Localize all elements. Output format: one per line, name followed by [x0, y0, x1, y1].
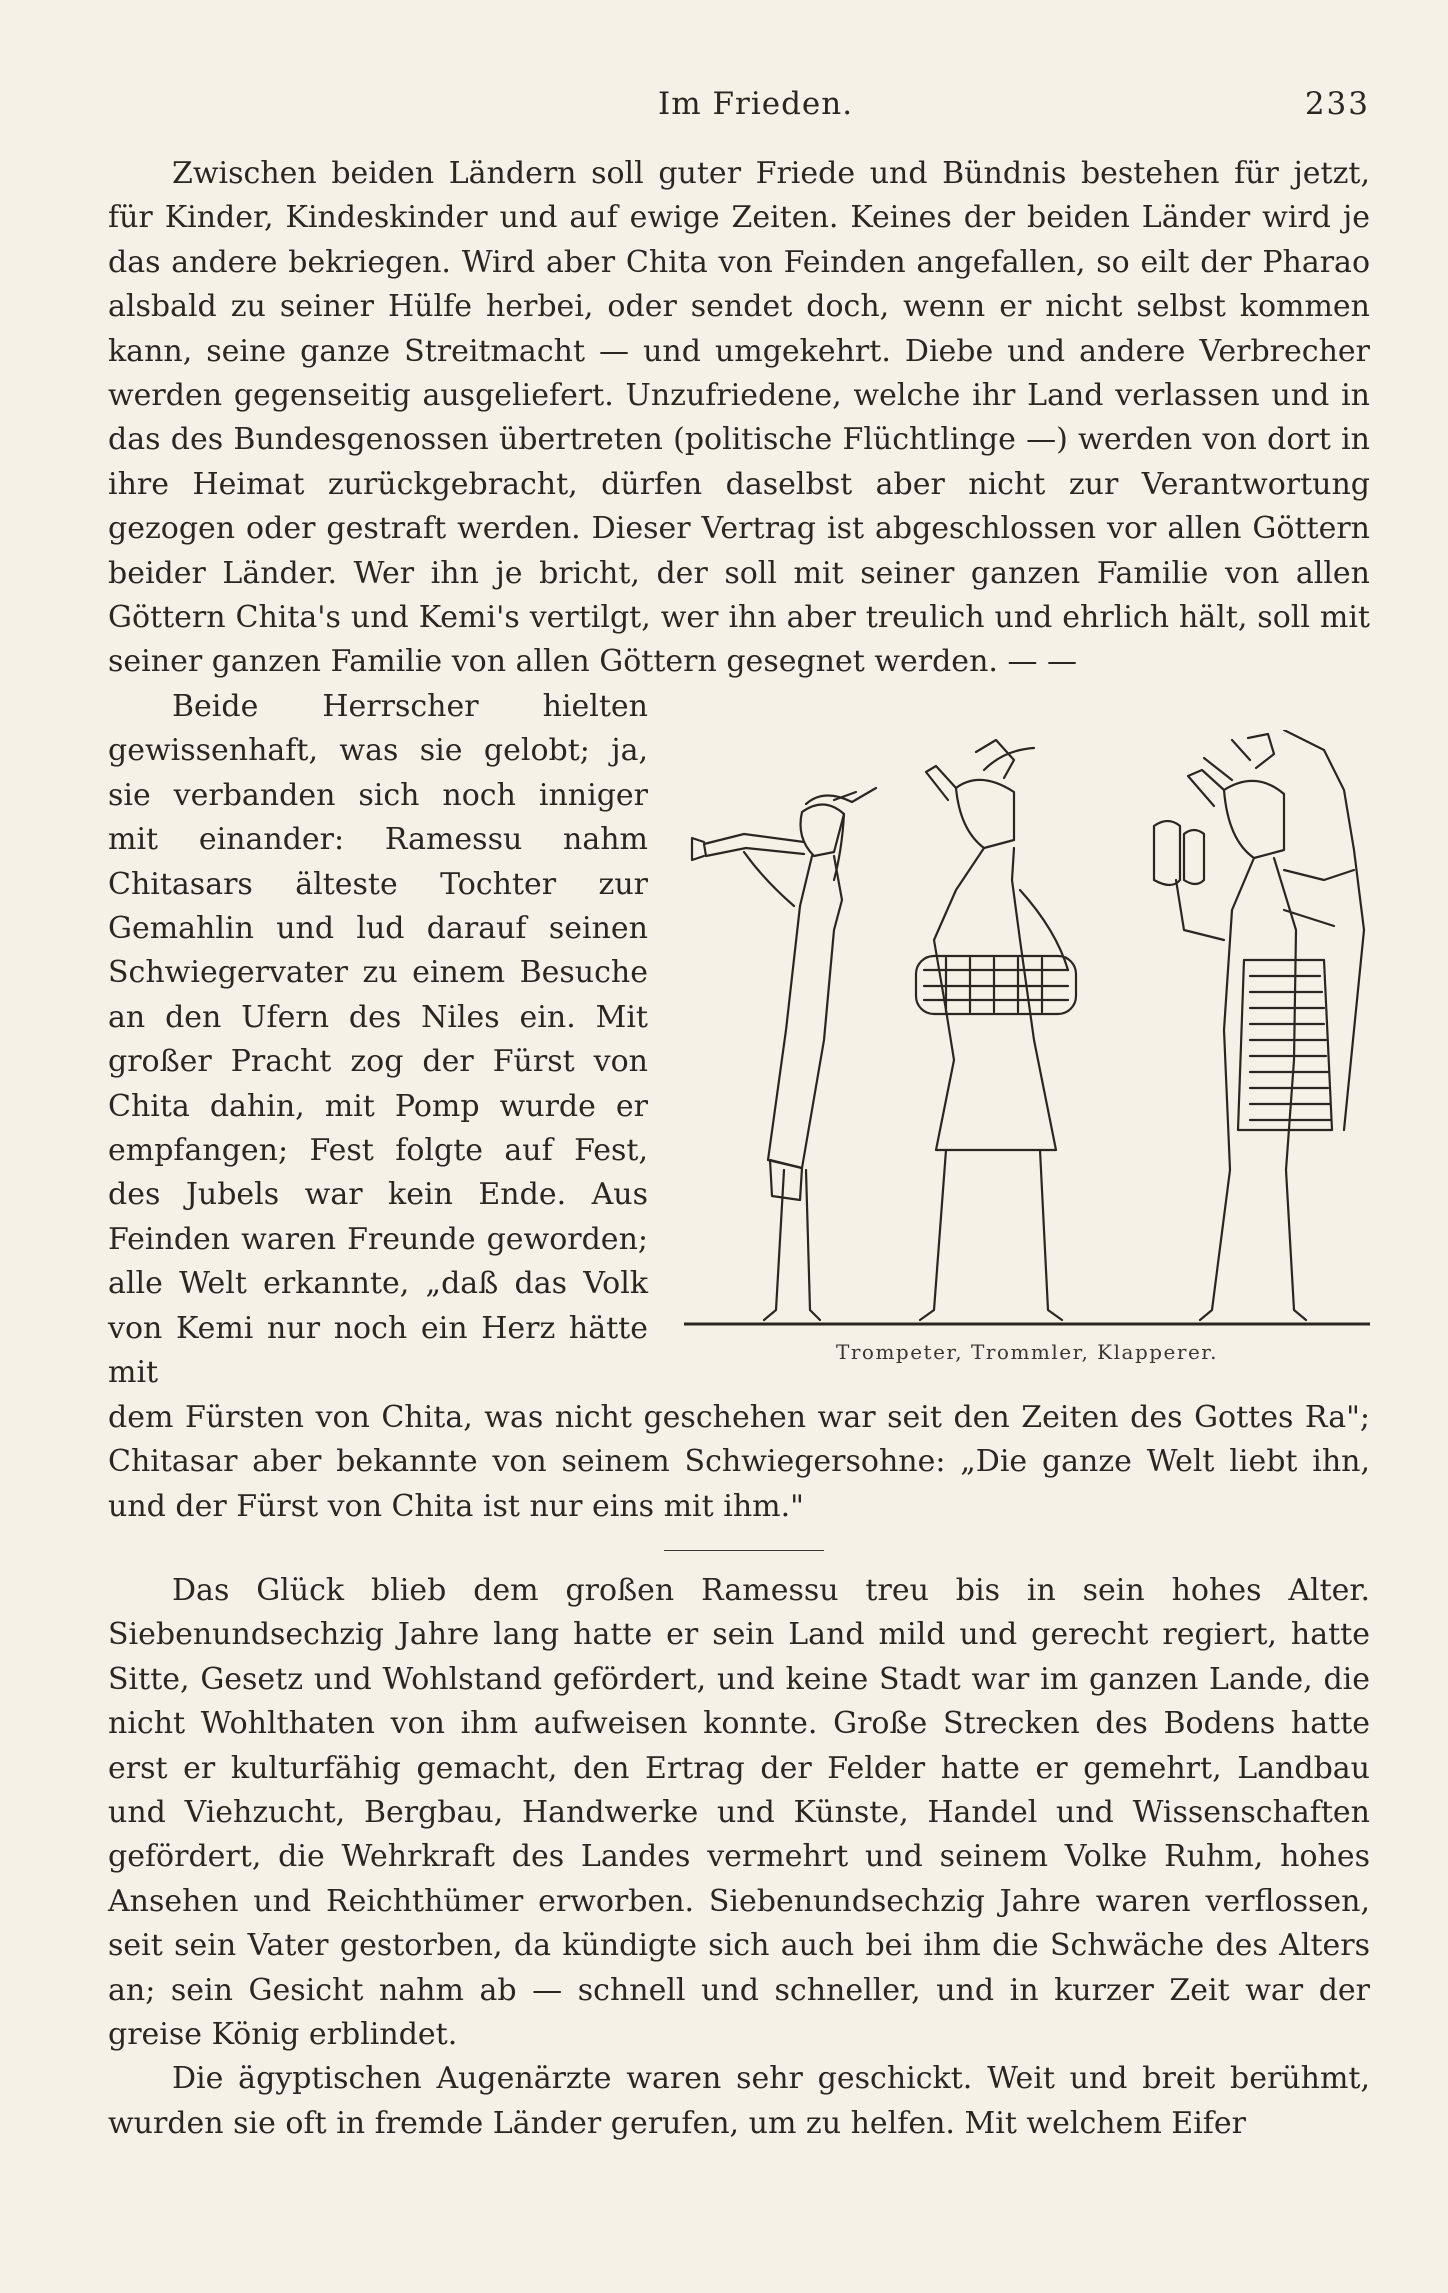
paragraph-old-age: Das Glück blieb dem großen Ramessu treu bis in sein hohes Alter. Siebenundsechzig Jahre lang hatte er sein Land mild und gerecht regiert, hatte Sitte, Gesetz und Wohlstand gefördert, und keine Stadt war im ganzen Lande, die nicht Wohlthaten von ihm aufweisen konnte. Große Strecken des Bodens hatte erst er kulturfähig gemacht, den Ertrag der Felder hatte er gemehrt, Landbau und Viehzucht, Bergbau, Handwerke und Künste, Handel und Wissenschaften gefördert, die Wehrkraft des Landes vermehrt und seinem Volke Ruhm, hohes Ansehen und Reichthümer erworben. Siebenundsechzig Jahre waren verflossen, seit sein Vater gestorben, da kündigte sich auch bei ihm die Schwäche des Alters an; sein Gesicht nahm ab — schnell und schneller, und in kurzer Zeit war der greise König erblindet.: [108, 1573, 1370, 2053]
paragraph-alliance-wrapped: Beide Herrscher hielten gewissenhaft, was sie gelobt; ja, sie verbanden sich noch inniger mit einander: Ramessu nahm Chitasars älteste Tochter zur Gemahlin und lud darauf seinen Schwiegervater zu einem Besuche an den Ufern des Niles ein. Mit großer Pracht zog der Fürst von Chita dahin, mit Pomp wurde er empfangen; Fest folgte auf Fest, des Jubels war kein Ende. Aus Feinden waren Freunde geworden; alle Welt erkannte, „daß das Volk von Kemi nur noch ein Herz hätte mit: [108, 688, 648, 1390]
running-head: [108, 80, 1370, 136]
paragraph-treaty: Zwischen beiden Ländern soll guter Friede und Bündnis bestehen für jetzt, für Kinder, Kindeskinder und auf ewige Zeiten. Keines der beiden Länder wird je das andere bekriegen. Wird aber Chita von Feinden angefallen, so eilt der Pharao alsbald zu seiner Hülfe herbei, oder sendet doch, wenn er nicht selbst kommen kann, seine ganze Streitmacht — und umgekehrt. Diebe und andere Verbrecher werden gegenseitig ausgeliefert. Unzufriedene, welche ihr Land verlassen und in das des Bundesgenossen übertreten (politische Flüchtlinge —) werden von dort in ihre Heimat zurückgebracht, dürfen daselbst aber nicht zur Verantwortung gezogen oder gestraft werden. Dieser Vertrag ist abgeschlossen vor allen Göttern beider Länder. Wer ihn je bricht, der soll mit seiner ganzen Familie von allen Göttern Chita's und Kemi's vertilgt, wer ihn aber treulich und ehrlich hält, soll mit seiner ganzen Familie von allen Göttern gesegnet werden. — —: [108, 156, 1370, 680]
page-number: 233: [1304, 86, 1370, 122]
illustration-musicians: [684, 730, 1370, 1370]
section-2-text: [108, 1569, 1370, 2146]
running-title: Im Frieden.: [658, 86, 854, 122]
paragraph-physicians: Die ägyptischen Augenärzte waren sehr geschickt. Weit und breit berühmt, wurden sie oft in fremde Länder gerufen, um zu helfen. Mit welchem Eifer: [108, 2061, 1370, 2141]
paragraph-alliance-tail: [108, 1396, 1370, 1529]
paragraph-alliance-tail-text: dem Fürsten von Chita, was nicht geschehen war seit den Zeiten des Gottes Ra"; Chitasar aber bekannte von seinem Schwiegersohne: „Die ganze Welt liebt ihn, und der Fürst von Chita ist nur eins mit ihm.": [108, 1400, 1370, 1524]
figure-caption: Trompeter, Trommler, Klapperer.: [836, 1340, 1218, 1364]
section-divider: [664, 1550, 824, 1551]
musicians-drawing: [684, 730, 1370, 1330]
